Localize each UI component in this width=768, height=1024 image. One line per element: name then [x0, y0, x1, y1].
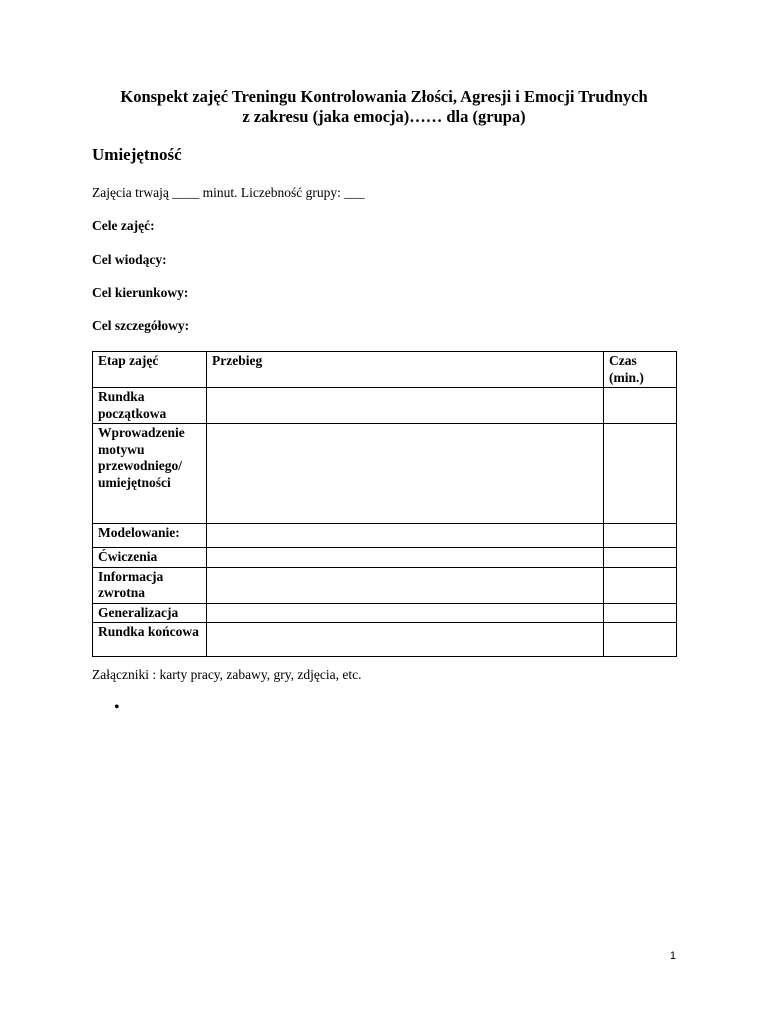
table-row [93, 548, 677, 568]
stage-cell: Ćwiczenia [93, 548, 207, 568]
header-time: Czas (min.) [604, 352, 677, 388]
skill-heading: Umiejętność [92, 145, 182, 164]
stage-cell: Generalizacja [93, 603, 207, 623]
table-row [93, 567, 677, 603]
time-cell[interactable] [604, 548, 677, 568]
time-cell[interactable] [604, 603, 677, 623]
stage-cell: Modelowanie: [93, 524, 207, 548]
attachments-line: Załączniki : karty pracy, zabawy, gry, zdjęcia, etc. [92, 667, 362, 682]
course-cell[interactable] [207, 603, 604, 623]
table-row [93, 424, 677, 524]
goals-label: Cele zajęć: [92, 218, 155, 233]
table-row [93, 603, 677, 623]
time-cell[interactable] [604, 388, 677, 424]
lesson-plan-table [92, 351, 677, 657]
time-cell[interactable] [604, 524, 677, 548]
course-cell[interactable] [207, 548, 604, 568]
course-cell[interactable] [207, 388, 604, 424]
course-cell[interactable] [207, 524, 604, 548]
page-number: 1 [669, 950, 676, 962]
duration-line: Zajęcia trwają ____ minut. Liczebność grupy: ___ [92, 185, 365, 200]
time-cell[interactable] [604, 567, 677, 603]
document-title-line-1: Konspekt zajęć Treningu Kontrolowania Złości, Agresji i Emocji Trudnych [120, 87, 648, 106]
bullet-point: • [114, 699, 120, 716]
stage-cell: Rundka końcowa [93, 623, 207, 657]
stage-cell: Informacja zwrotna [93, 567, 207, 603]
table-header-row [93, 352, 677, 388]
directional-goal-label: Cel kierunkowy: [92, 285, 189, 300]
course-cell[interactable] [207, 424, 604, 524]
main-goal-label: Cel wiodący: [92, 252, 167, 267]
table-row [93, 524, 677, 548]
time-cell[interactable] [604, 623, 677, 657]
stage-cell: Rundka początkowa [93, 388, 207, 424]
time-cell[interactable] [604, 424, 677, 524]
stage-cell: Wprowadzenie motywu przewodniego/ umiejętności [93, 424, 207, 524]
course-cell[interactable] [207, 567, 604, 603]
document-title-line-2: z zakresu (jaka emocja)…… dla (grupa) [242, 107, 526, 126]
course-cell[interactable] [207, 623, 604, 657]
header-course: Przebieg [207, 352, 604, 388]
table-row [93, 388, 677, 424]
header-stage: Etap zajęć [93, 352, 207, 388]
detailed-goal-label: Cel szczegółowy: [92, 318, 190, 333]
table-row [93, 623, 677, 657]
